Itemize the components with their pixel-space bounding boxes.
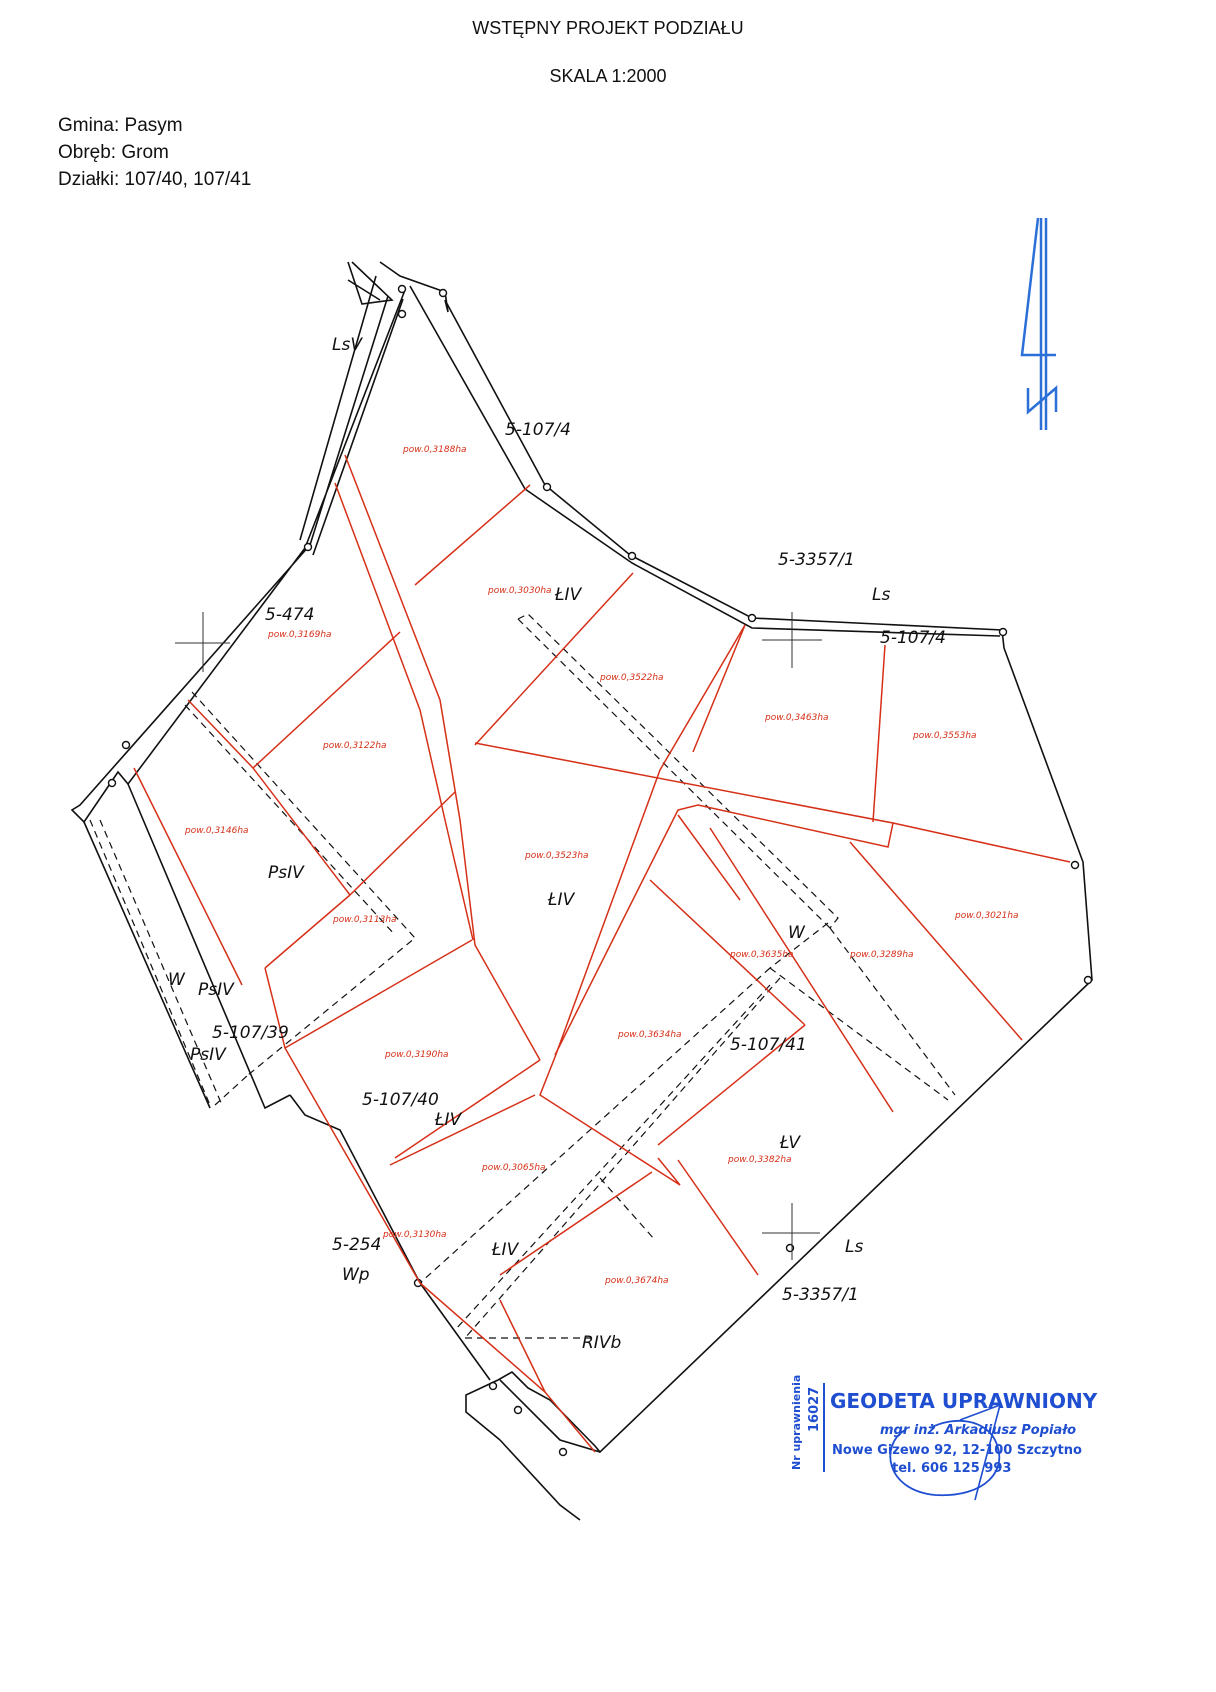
area-label: pow.0,3021ha (955, 911, 1019, 921)
gmina-label: Gmina: Pasym (58, 115, 183, 136)
label-psiv-b: PsIV (198, 980, 234, 1000)
survey-points (109, 286, 1092, 1456)
label-w-a: W (168, 970, 185, 990)
stamp-license-label: Nr uprawnienia (790, 1374, 803, 1470)
label-5-3357-1-b: 5-3357/1 (782, 1285, 859, 1305)
area-label: pow.0,3030ha (488, 586, 552, 596)
area-label: pow.0,3065ha (482, 1163, 546, 1173)
label-ls-b: Ls (845, 1237, 864, 1257)
label-5-107-4-b: 5-107/4 (880, 628, 946, 648)
area-label: pow.0,3522ha (600, 673, 664, 683)
area-label: pow.0,3130ha (383, 1230, 447, 1240)
stamp-phone: tel. 606 125 993 (892, 1461, 1012, 1476)
area-label: pow.0,3190ha (385, 1050, 449, 1060)
map-title: WSTĘPNY PROJEKT PODZIAŁU (472, 18, 744, 38)
label-w-b: W (788, 923, 805, 943)
label-wp: Wp (342, 1265, 370, 1285)
area-labels (184, 445, 1019, 1286)
label-5-107-41: 5-107/41 (730, 1035, 807, 1055)
label-psiv-a: PsIV (268, 863, 304, 883)
label-5-3357-1-a: 5-3357/1 (778, 550, 855, 570)
label-5-254: 5-254 (332, 1235, 382, 1255)
dzialki-label: Działki: 107/40, 107/41 (58, 169, 252, 190)
north-arrow-icon (1022, 218, 1056, 430)
area-label: pow.0,3463ha (765, 713, 829, 723)
area-label: pow.0,3113ha (333, 915, 397, 925)
area-label: pow.0,3634ha (618, 1030, 682, 1040)
label-liv-a: ŁIV (555, 585, 582, 605)
area-label: pow.0,3674ha (605, 1276, 669, 1286)
stamp-name: mgr inż. Arkadiusz Popiało (880, 1423, 1077, 1438)
area-label: pow.0,3146ha (185, 826, 249, 836)
label-lv: ŁV (780, 1133, 800, 1153)
map-labels (168, 335, 946, 1353)
map-scale: SKALA 1:2000 (549, 66, 667, 86)
stamp-license-no: 16027 (807, 1386, 822, 1432)
label-ls-a: Ls (872, 585, 891, 605)
label-5-107-39: 5-107/39 (212, 1023, 289, 1043)
surveyor-stamp (790, 1375, 1098, 1500)
label-5-474: 5-474 (265, 605, 315, 625)
label-lsv: LsV (332, 335, 362, 355)
label-psiv-c: PsIV (190, 1045, 226, 1065)
area-label: pow.0,3553ha (913, 731, 977, 741)
area-label: pow.0,3523ha (525, 851, 589, 861)
stamp-address: Nowe Gizewo 92, 12-100 Szczytno (832, 1443, 1082, 1458)
parcel-boundary (72, 262, 1092, 1520)
area-label: pow.0,3635ha (730, 950, 794, 960)
label-5-107-40: 5-107/40 (362, 1090, 439, 1110)
stamp-title: GEODETA UPRAWNIONY (830, 1389, 1098, 1413)
label-rivb: RIVb (582, 1333, 622, 1353)
label-liv-d: ŁIV (492, 1240, 519, 1260)
label-liv-c: ŁIV (435, 1110, 462, 1130)
area-label: pow.0,3122ha (323, 741, 387, 751)
area-label: pow.0,3289ha (850, 950, 914, 960)
area-label: pow.0,3188ha (403, 445, 467, 455)
label-5-107-4-a: 5-107/4 (505, 420, 571, 440)
area-label: pow.0,3169ha (268, 630, 332, 640)
area-label: pow.0,3382ha (728, 1155, 792, 1165)
label-liv-b: ŁIV (548, 890, 575, 910)
obreb-label: Obręb: Grom (58, 142, 169, 163)
